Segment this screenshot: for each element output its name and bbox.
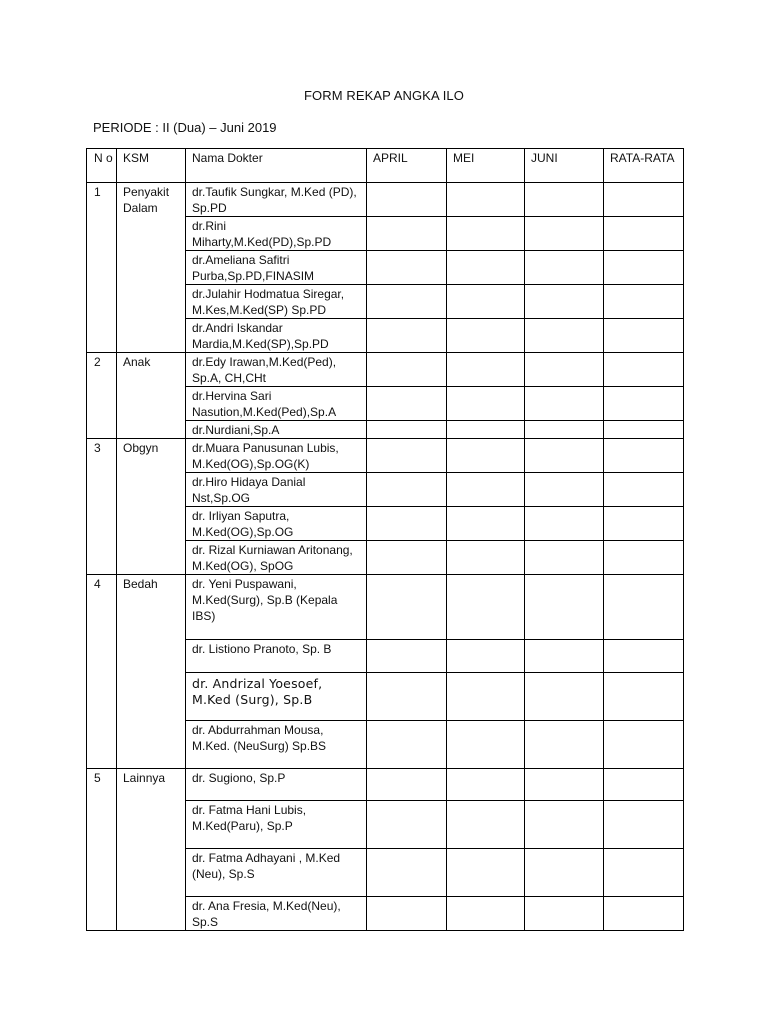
cell-no: 2 xyxy=(87,353,117,439)
cell-ksm: Obgyn xyxy=(117,439,186,575)
cell-doctor-name: dr.Rini Miharty,M.Ked(PD),Sp.PD xyxy=(186,217,367,251)
cell-mei[interactable] xyxy=(447,801,525,849)
cell-rata-rata[interactable] xyxy=(604,897,684,931)
cell-doctor-name: dr.Ameliana Safitri Purba,Sp.PD,FINASIM xyxy=(186,251,367,285)
cell-juni[interactable] xyxy=(525,897,604,931)
table-row xyxy=(87,183,684,217)
cell-rata-rata[interactable] xyxy=(604,353,684,387)
cell-juni[interactable] xyxy=(525,473,604,507)
cell-juni[interactable] xyxy=(525,439,604,473)
cell-doctor-name: dr. Yeni Puspawani, M.Ked(Surg), Sp.B (Kepala IBS) xyxy=(186,575,367,640)
cell-doctor-name: dr. Irliyan Saputra, M.Ked(OG),Sp.OG xyxy=(186,507,367,541)
cell-mei[interactable] xyxy=(447,721,525,769)
cell-juni[interactable] xyxy=(525,673,604,721)
cell-mei[interactable] xyxy=(447,439,525,473)
cell-mei[interactable] xyxy=(447,541,525,575)
cell-doctor-name: dr. Sugiono, Sp.P xyxy=(186,769,367,801)
cell-rata-rata[interactable] xyxy=(604,473,684,507)
periode-label: PERIODE : II (Dua) – Juni 2019 xyxy=(93,120,277,135)
cell-rata-rata[interactable] xyxy=(604,721,684,769)
cell-april[interactable] xyxy=(367,251,447,285)
cell-rata-rata[interactable] xyxy=(604,319,684,353)
header-row xyxy=(87,149,684,183)
header-no: N o xyxy=(87,149,117,183)
cell-mei[interactable] xyxy=(447,387,525,421)
cell-mei[interactable] xyxy=(447,507,525,541)
cell-april[interactable] xyxy=(367,640,447,673)
cell-april[interactable] xyxy=(367,849,447,897)
cell-mei[interactable] xyxy=(447,473,525,507)
cell-mei[interactable] xyxy=(447,183,525,217)
cell-juni[interactable] xyxy=(525,769,604,801)
cell-juni[interactable] xyxy=(525,387,604,421)
cell-mei[interactable] xyxy=(447,285,525,319)
cell-juni[interactable] xyxy=(525,507,604,541)
cell-april[interactable] xyxy=(367,353,447,387)
header-mei: MEI xyxy=(447,149,525,183)
cell-juni[interactable] xyxy=(525,183,604,217)
cell-mei[interactable] xyxy=(447,421,525,439)
cell-april[interactable] xyxy=(367,473,447,507)
cell-juni[interactable] xyxy=(525,353,604,387)
cell-mei[interactable] xyxy=(447,319,525,353)
cell-rata-rata[interactable] xyxy=(604,285,684,319)
cell-ksm: Anak xyxy=(117,353,186,439)
cell-april[interactable] xyxy=(367,217,447,251)
cell-rata-rata[interactable] xyxy=(604,251,684,285)
cell-doctor-name: dr. Listiono Pranoto, Sp. B xyxy=(186,640,367,673)
cell-april[interactable] xyxy=(367,183,447,217)
cell-doctor-name: dr. Ana Fresia, M.Ked(Neu), Sp.S xyxy=(186,897,367,931)
cell-rata-rata[interactable] xyxy=(604,769,684,801)
header-nama-dokter: Nama Dokter xyxy=(186,149,367,183)
cell-juni[interactable] xyxy=(525,217,604,251)
cell-rata-rata[interactable] xyxy=(604,183,684,217)
header-rata-rata: RATA-RATA xyxy=(604,149,684,183)
rekap-table xyxy=(86,148,684,931)
table-row xyxy=(87,769,684,801)
cell-april[interactable] xyxy=(367,439,447,473)
cell-ksm: Bedah xyxy=(117,575,186,769)
table-row xyxy=(87,575,684,640)
cell-juni[interactable] xyxy=(525,541,604,575)
cell-rata-rata[interactable] xyxy=(604,387,684,421)
cell-april[interactable] xyxy=(367,285,447,319)
cell-mei[interactable] xyxy=(447,353,525,387)
cell-mei[interactable] xyxy=(447,251,525,285)
cell-no: 3 xyxy=(87,439,117,575)
cell-doctor-name: dr. Andrizal Yoesoef, M.Ked (Surg), Sp.B xyxy=(186,673,367,721)
cell-rata-rata[interactable] xyxy=(604,801,684,849)
cell-doctor-name: dr. Abdurrahman Mousa, M.Ked. (NeuSurg) Sp.BS xyxy=(186,721,367,769)
cell-doctor-name: dr.Hiro Hidaya Danial Nst,Sp.OG xyxy=(186,473,367,507)
cell-april[interactable] xyxy=(367,387,447,421)
cell-mei[interactable] xyxy=(447,849,525,897)
cell-rata-rata[interactable] xyxy=(604,541,684,575)
cell-april[interactable] xyxy=(367,507,447,541)
cell-april[interactable] xyxy=(367,769,447,801)
cell-juni[interactable] xyxy=(525,849,604,897)
header-ksm: KSM xyxy=(117,149,186,183)
cell-rata-rata[interactable] xyxy=(604,640,684,673)
table-row xyxy=(87,353,684,387)
cell-doctor-name: dr.Andri Iskandar Mardia,M.Ked(SP),Sp.PD xyxy=(186,319,367,353)
cell-mei[interactable] xyxy=(447,673,525,721)
cell-ksm: Lainnya xyxy=(117,769,186,931)
cell-rata-rata[interactable] xyxy=(604,673,684,721)
cell-april[interactable] xyxy=(367,673,447,721)
cell-april[interactable] xyxy=(367,541,447,575)
cell-juni[interactable] xyxy=(525,285,604,319)
cell-rata-rata[interactable] xyxy=(604,507,684,541)
cell-ksm: Penyakit Dalam xyxy=(117,183,186,353)
cell-rata-rata[interactable] xyxy=(604,421,684,439)
cell-doctor-name: dr.Julahir Hodmatua Siregar, M.Kes,M.Ked(SP) Sp.PD xyxy=(186,285,367,319)
cell-doctor-name: dr.Taufik Sungkar, M.Ked (PD), Sp.PD xyxy=(186,183,367,217)
cell-mei[interactable] xyxy=(447,769,525,801)
cell-juni[interactable] xyxy=(525,801,604,849)
header-april: APRIL xyxy=(367,149,447,183)
cell-mei[interactable] xyxy=(447,640,525,673)
cell-mei[interactable] xyxy=(447,897,525,931)
cell-juni[interactable] xyxy=(525,421,604,439)
cell-april[interactable] xyxy=(367,801,447,849)
cell-rata-rata[interactable] xyxy=(604,217,684,251)
cell-doctor-name: dr.Nurdiani,Sp.A xyxy=(186,421,367,439)
cell-juni[interactable] xyxy=(525,251,604,285)
cell-doctor-name: dr.Hervina Sari Nasution,M.Ked(Ped),Sp.A xyxy=(186,387,367,421)
cell-april[interactable] xyxy=(367,421,447,439)
cell-juni[interactable] xyxy=(525,575,604,640)
cell-doctor-name: dr. Fatma Hani Lubis, M.Ked(Paru), Sp.P xyxy=(186,801,367,849)
header-juni: JUNI xyxy=(525,149,604,183)
cell-rata-rata[interactable] xyxy=(604,849,684,897)
table-body xyxy=(87,183,684,931)
cell-no: 1 xyxy=(87,183,117,353)
cell-no: 4 xyxy=(87,575,117,769)
cell-juni[interactable] xyxy=(525,640,604,673)
cell-april[interactable] xyxy=(367,319,447,353)
cell-mei[interactable] xyxy=(447,575,525,640)
cell-doctor-name: dr. Fatma Adhayani , M.Ked (Neu), Sp.S xyxy=(186,849,367,897)
cell-juni[interactable] xyxy=(525,319,604,353)
cell-doctor-name: dr.Edy Irawan,M.Ked(Ped), Sp.A, CH,CHt xyxy=(186,353,367,387)
cell-mei[interactable] xyxy=(447,217,525,251)
cell-april[interactable] xyxy=(367,897,447,931)
cell-juni[interactable] xyxy=(525,721,604,769)
cell-april[interactable] xyxy=(367,721,447,769)
cell-rata-rata[interactable] xyxy=(604,575,684,640)
cell-doctor-name: dr. Rizal Kurniawan Aritonang, M.Ked(OG), SpOG xyxy=(186,541,367,575)
cell-rata-rata[interactable] xyxy=(604,439,684,473)
cell-no: 5 xyxy=(87,769,117,931)
form-title: FORM REKAP ANGKA ILO xyxy=(304,88,464,103)
cell-april[interactable] xyxy=(367,575,447,640)
table-row xyxy=(87,439,684,473)
cell-doctor-name: dr.Muara Panusunan Lubis, M.Ked(OG),Sp.OG(K) xyxy=(186,439,367,473)
